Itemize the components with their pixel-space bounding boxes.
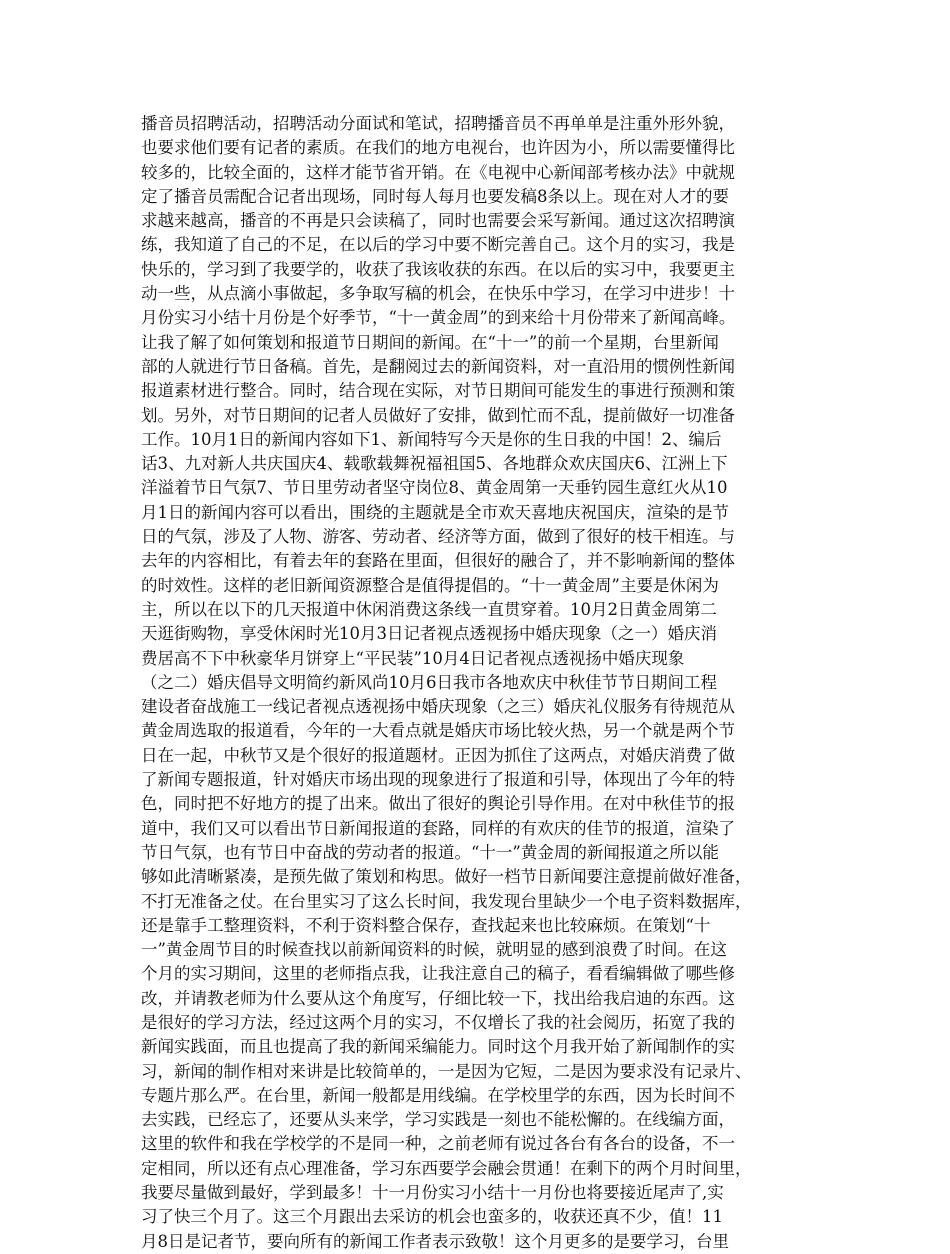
text-line: 定了播音员需配合记者出现场，同时每人每月也要发稿8条以上。现在对人才的要	[141, 186, 729, 206]
text-line: 个月的实习期间，这里的老师指点我，让我注意自己的稿子，看看编辑做了哪些修	[141, 964, 735, 984]
text-line: 主，所以在以下的几天报道中休闲消费这条线一直贯穿着。10月2日黄金周第二	[141, 599, 717, 619]
text-line: 话3、九对新人共庆国庆4、载歌载舞祝福祖国5、各地群众欢庆国庆6、江洲上下	[141, 454, 728, 474]
text-line: 不打无准备之仗。在台里实习了这么长时间，我发现台里缺少一个电子资料数据库，	[141, 891, 752, 911]
text-line: 部的人就进行节日备稿。首先，是翻阅过去的新闻资料，对一直沿用的惯例性新闻	[141, 356, 735, 376]
text-line: 月份实习小结十月份是个好季节，“十一黄金周”的到来给十月份带来了新闻高峰。	[141, 308, 736, 328]
body-text	[141, 112, 821, 1254]
text-line: 了新闻专题报道，针对婚庆市场出现的现象进行了报道和引导，体现出了今年的特	[141, 770, 735, 790]
text-line: 改，并请教老师为什么要从这个角度写，仔细比较一下，找出给我启迪的东西。这	[141, 988, 735, 1008]
text-line: 天逛街购物，享受休闲时光10月3日记者视点透视扬中婚庆现象（之一）婚庆消	[141, 624, 717, 644]
text-line: 我要尽量做到最好，学到最多！十一月份实习小结十一月份也将要接近尾声了,实	[141, 1183, 724, 1203]
text-line: （之二）婚庆倡导文明简约新风尚10月6日我市各地欢庆中秋佳节节日期间工程	[141, 672, 717, 692]
text-line: 动一些，从点滴小事做起，多争取写稿的机会，在快乐中学习，在学习中进步！十	[141, 284, 735, 304]
text-line: 节日气氛，也有节日中奋战的劳动者的报道。“十一”黄金周的新闻报道之所以能	[141, 842, 719, 862]
text-line: 一”黄金周节目的时候查找以前新闻资料的时候，就明显的感到浪费了时间。在这	[141, 940, 727, 960]
text-line: 让我了解了如何策划和报道节日期间的新闻。在“十一”的前一个星期，台里新闻	[141, 332, 719, 352]
text-line: 建设者奋战施工一线记者视点透视扬中婚庆现象（之三）婚庆礼仪服务有待规范从	[141, 697, 735, 717]
text-line: 报道素材进行整合。同时，结合现在实际，对节日期间可能发生的事进行预测和策	[141, 381, 735, 401]
text-line: 洋溢着节日气氛7、节日里劳动者坚守岗位8、黄金周第一天垂钓园生意红火从10	[141, 478, 728, 498]
text-line: 快乐的，学习到了我要学的，收获了我该收获的东西。在以后的实习中，我要更主	[141, 259, 735, 279]
text-line: 新闻实践面，而且也提高了我的新闻采编能力。同时这个月我开始了新闻制作的实	[141, 1037, 735, 1057]
text-line: 工作。10月1日的新闻内容如下1、新闻特写今天是你的生日我的中国！2、编后	[141, 429, 722, 449]
text-line: 习了快三个月了。这三个月跟出去采访的机会也蛮多的，收获还真不少，值！11	[141, 1207, 723, 1227]
text-line: 定相同，所以还有点心理准备，学习东西要学会融会贯通！在剩下的两个月时间里，	[141, 1158, 752, 1178]
text-line: 也要求他们要有记者的素质。在我们的地方电视台，也许因为小，所以需要懂得比	[141, 138, 735, 158]
text-line: 这里的软件和我在学校学的不是同一种，之前老师有说过各台有各台的设备，不一	[141, 1134, 735, 1154]
text-line: 月1日的新闻内容可以看出，围绕的主题就是全市欢天喜地庆祝国庆，渲染的是节	[141, 502, 729, 522]
text-line: 专题片那么严。在台里，新闻一般都是用线编。在学校里学的东西，因为长时间不	[141, 1085, 735, 1105]
text-line: 日的气氛，涉及了人物、游客、劳动者、经济等方面，做到了很好的枝干相连。与	[141, 527, 735, 547]
text-line: 划。另外，对节日期间的记者人员做好了安排，做到忙而不乱，提前做好一切准备	[141, 405, 735, 425]
text-line: 播音员招聘活动，招聘活动分面试和笔试，招聘播音员不再单单是注重外形外貌，	[141, 114, 735, 133]
text-line: 求越来越高，播音的不再是只会读稿了，同时也需要会采写新闻。通过这次招聘演	[141, 211, 735, 231]
text-line: 的时效性。这样的老旧新闻资源整合是值得提倡的。“十一黄金周”主要是休闲为	[141, 575, 719, 595]
text-line: 色，同时把不好地方的提了出来。做出了很好的舆论引导作用。在对中秋佳节的报	[141, 794, 735, 814]
text-line: 日在一起，中秋节又是个很好的报道题材。正因为抓住了这两点，对婚庆消费了做	[141, 745, 735, 765]
text-line: 去年的内容相比，有着去年的套路在里面，但很好的融合了，并不影响新闻的整体	[141, 551, 735, 571]
text-line: 是很好的学习方法，经过这两个月的实习，不仅增长了我的社会阅历，拓宽了我的	[141, 1012, 735, 1032]
text-line: 练，我知道了自己的不足，在以后的学习中要不断完善自己。这个月的实习，我是	[141, 235, 735, 255]
text-line: 黄金周选取的报道看，今年的一大看点就是婚庆市场比较火热，另一个就是两个节	[141, 721, 735, 741]
text-line: 较多的，比较全面的，这样才能节省开销。在《电视中心新闻部考核办法》中就规	[141, 162, 735, 182]
text-line: 道中，我们又可以看出节日新闻报道的套路，同样的有欢庆的佳节的报道，渲染了	[141, 818, 735, 838]
text-line: 还是靠手工整理资料，不利于资料整合保存，查找起来也比较麻烦。在策划“十	[141, 915, 711, 935]
text-line: 习，新闻的制作相对来讲是比较简单的，一是因为它短，二是因为要求没有记录片、	[141, 1061, 752, 1081]
text-line: 月8日是记者节，要向所有的新闻工作者表示致敬！这个月更多的是要学习，台里	[141, 1231, 729, 1251]
text-line: 费居高不下中秋豪华月饼穿上“平民装”10月4日记者视点透视扬中婚庆现象	[141, 648, 685, 668]
text-line: 去实践，已经忘了，还要从头来学，学习实践是一刻也不能松懈的。在线编方面，	[141, 1110, 735, 1130]
text-line: 够如此清晰紧凑，是预先做了策划和构思。做好一档节日新闻要注意提前做好准备，	[141, 867, 752, 887]
